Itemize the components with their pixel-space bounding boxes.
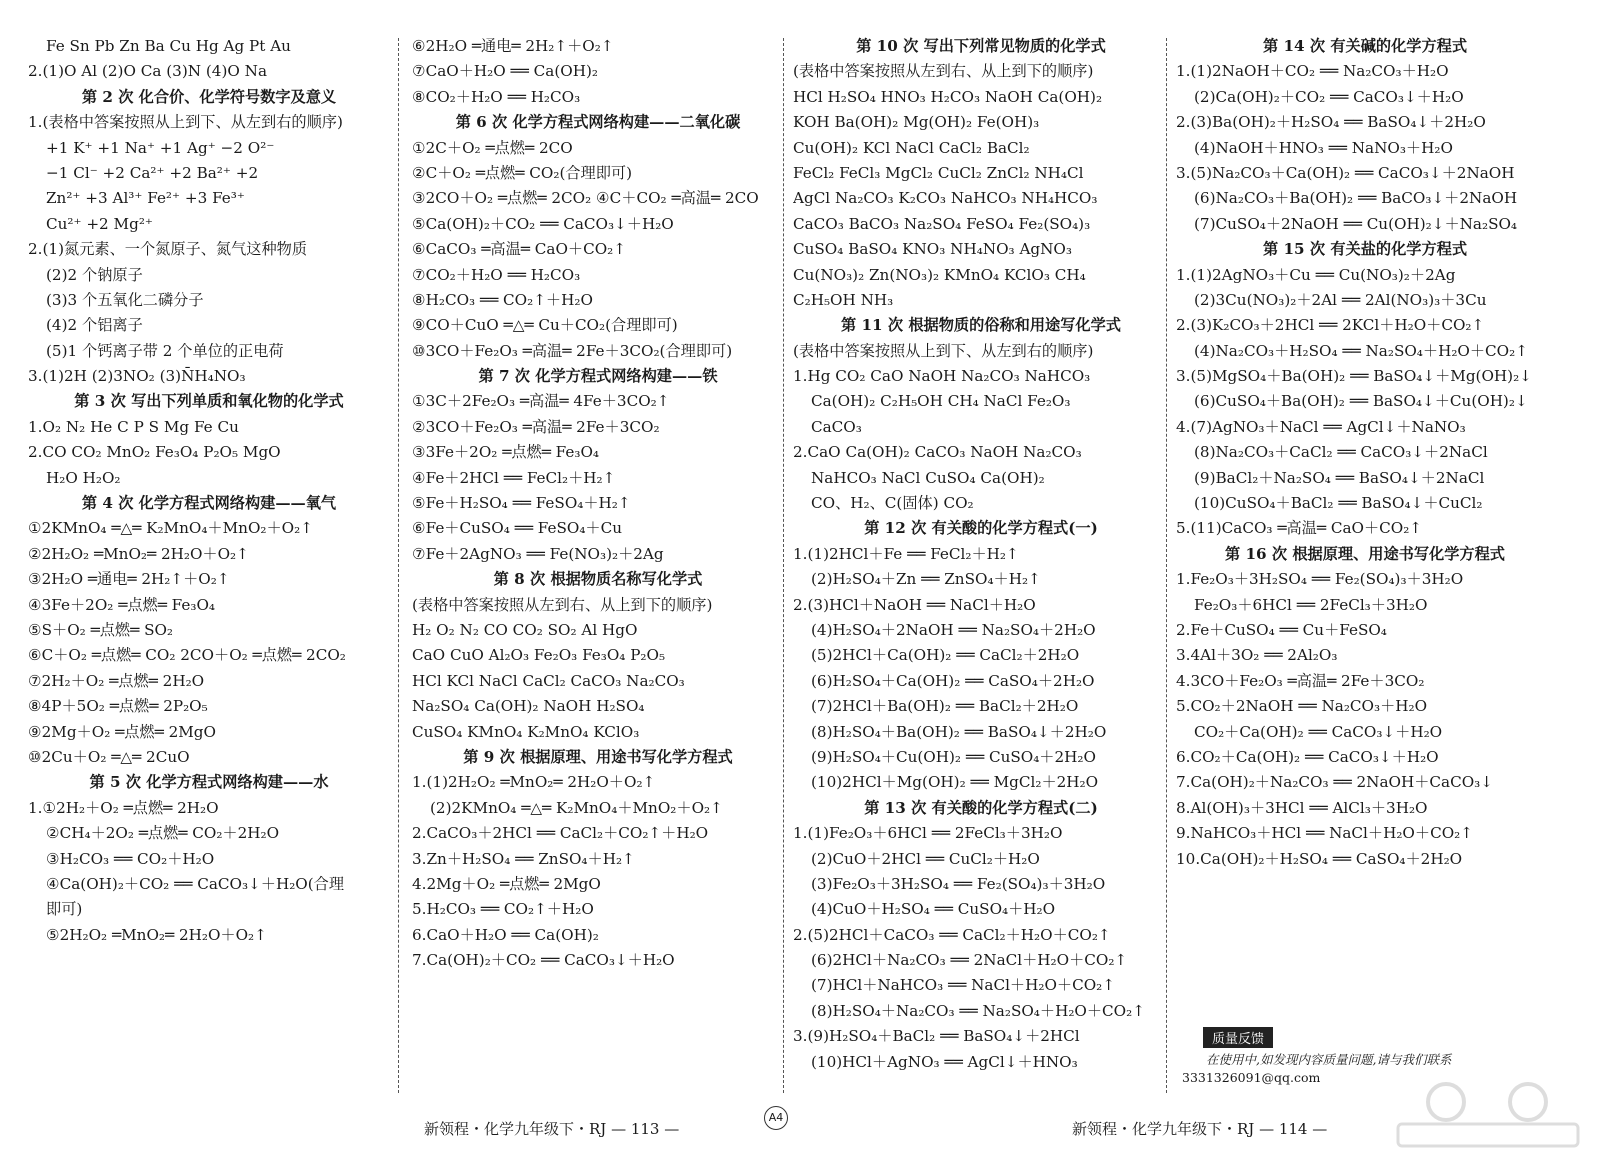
quality-feedback-email: 3331326091@qq.com [1182, 1070, 1321, 1085]
answer-line: (7)CuSO₄＋2NaOH ══ Cu(OH)₂↓＋Na₂SO₄ [1194, 214, 1518, 233]
answer-line: (4)CuO＋H₂SO₄ ══ CuSO₄＋H₂O [811, 900, 1056, 919]
answer-line: Na₂SO₄ Ca(OH)₂ NaOH H₂SO₄ [412, 697, 645, 716]
answer-line: ①3C＋2Fe₂O₃ ═高温═ 4Fe＋3CO₂↑ [412, 392, 670, 411]
answer-line: ②2H₂O₂ ═MnO₂═ 2H₂O＋O₂↑ [28, 544, 249, 563]
answer-line: ①2KMnO₄ ═△═ K₂MnO₄＋MnO₂＋O₂↑ [28, 519, 313, 538]
answer-line: HCl KCl NaCl CaCl₂ CaCO₃ Na₂CO₃ [412, 671, 685, 690]
section-heading: 第 2 次 化合价、化学符号数字及意义 [81, 87, 337, 106]
answer-line: (6)Na₂CO₃＋Ba(OH)₂ ══ BaCO₃↓＋2NaOH [1194, 189, 1518, 208]
answer-line: (2)3Cu(NO₃)₂＋2Al ══ 2Al(NO₃)₃＋3Cu [1194, 290, 1487, 309]
answer-line: ⑦CaO＋H₂O ══ Ca(OH)₂ [412, 62, 598, 81]
answer-line: 2.(1)氮元素、一个氮原子、氮气这种物质 [28, 240, 308, 259]
answer-line: ⑧H₂CO₃ ══ CO₂↑＋H₂O [412, 290, 593, 309]
answer-line: ⑩2Cu＋O₂ ═△═ 2CuO [28, 747, 190, 766]
answer-line: H₂O H₂O₂ [46, 468, 121, 487]
answer-line: 2.(3)Ba(OH)₂＋H₂SO₄ ══ BaSO₄↓＋2H₂O [1176, 113, 1486, 132]
answer-line: 2.(3)HCl＋NaOH ══ NaCl＋H₂O [793, 595, 1036, 614]
answer-line: ⑥2H₂O ═通电═ 2H₂↑＋O₂↑ [412, 37, 614, 55]
answer-line: (2)CuO＋2HCl ══ CuCl₂＋H₂O [811, 849, 1040, 868]
answer-line: 3.(5)Na₂CO₃＋Ca(OH)₂ ══ CaCO₃↓＋2NaOH [1176, 163, 1515, 182]
answer-line: 6.CO₂＋Ca(OH)₂ ══ CaCO₃↓＋H₂O [1176, 747, 1439, 766]
answer-line: AgCl Na₂CO₃ K₂CO₃ NaHCO₃ NH₄HCO₃ [793, 189, 1098, 208]
answer-line: ③H₂CO₃ ══ CO₂＋H₂O [46, 849, 215, 868]
answer-line: (5)1 个钙离子带 2 个单位的正电荷 [46, 341, 284, 360]
answer-line: (9)BaCl₂＋Na₂SO₄ ══ BaSO₄↓＋2NaCl [1194, 468, 1485, 487]
section-heading: 第 8 次 根据物质名称写化学式 [493, 570, 703, 589]
answer-line: 1.(1)Fe₂O₃＋6HCl ══ 2FeCl₃＋3H₂O [793, 824, 1063, 843]
answer-line: Fe Sn Pb Zn Ba Cu Hg Ag Pt Au [46, 37, 291, 55]
answer-line: ④Ca(OH)₂＋CO₂ ══ CaCO₃↓＋H₂O(合理 [46, 874, 345, 893]
answer-line: (7)HCl＋NaHCO₃ ══ NaCl＋H₂O＋CO₂↑ [811, 976, 1115, 995]
answer-line: (7)2HCl＋Ba(OH)₂ ══ BaCl₂＋2H₂O [811, 697, 1079, 716]
answer-line: ④3Fe＋2O₂ ═点燃═ Fe₃O₄ [28, 595, 216, 614]
answer-line: 1.①2H₂＋O₂ ═点燃═ 2H₂O [28, 798, 219, 817]
column-divider [398, 38, 399, 1093]
answer-line: 3.(1)2H (2)3NO₂ (3)N̄H₄NO₃ [28, 367, 246, 386]
answer-line: 2.CaCO₃＋2HCl ══ CaCl₂＋CO₂↑＋H₂O [412, 824, 709, 843]
quality-feedback-text: 在使用中,如发现内容质量问题,请与我们联系 [1206, 1052, 1452, 1067]
answer-line: CO、H₂、C(固体) CO₂ [811, 494, 974, 513]
answer-line: (8)H₂SO₄＋Ba(OH)₂ ══ BaSO₄↓＋2H₂O [811, 722, 1107, 741]
answer-line: 即可) [46, 900, 83, 919]
section-heading: 第 6 次 化学方程式网络构建——二氧化碳 [455, 113, 741, 132]
answer-line: (4)2 个铝离子 [46, 316, 143, 335]
answer-line: ⑤2H₂O₂ ═MnO₂═ 2H₂O＋O₂↑ [46, 925, 267, 944]
answer-line: 5.(11)CaCO₃ ═高温═ CaO＋CO₂↑ [1176, 519, 1423, 538]
answer-line: Cu(NO₃)₂ Zn(NO₃)₂ KMnO₄ KClO₃ CH₄ [793, 265, 1086, 284]
section-heading: 第 3 次 写出下列单质和氧化物的化学式 [74, 392, 344, 411]
answer-line: 1.(表格中答案按照从上到下、从左到右的顺序) [28, 113, 343, 132]
answer-line: 1.Hg CO₂ CaO NaOH Na₂CO₃ NaHCO₃ [793, 367, 1091, 386]
answer-line: ⑤Fe＋H₂SO₄ ══ FeSO₄＋H₂↑ [412, 494, 631, 513]
answer-line: (3)3 个五氧化二磷分子 [46, 290, 204, 309]
answer-line: (2)H₂SO₄＋Zn ══ ZnSO₄＋H₂↑ [811, 570, 1041, 589]
answer-line: 9.NaHCO₃＋HCl ══ NaCl＋H₂O＋CO₂↑ [1176, 824, 1473, 843]
answer-line: FeCl₂ FeCl₃ MgCl₂ CuCl₂ ZnCl₂ NH₄Cl [793, 163, 1084, 182]
answer-line: ⑦CO₂＋H₂O ══ H₂CO₃ [412, 265, 581, 284]
answer-line: (表格中答案按照从左到右、从上到下的顺序) [412, 595, 713, 614]
answer-line: 3.4Al＋3O₂ ══ 2Al₂O₃ [1176, 646, 1338, 665]
answer-line: CaCO₃ [811, 417, 862, 436]
answer-line: (2)2 个钠原子 [46, 265, 143, 284]
answer-line: 6.CaO＋H₂O ══ Ca(OH)₂ [412, 925, 599, 944]
section-heading: 第 12 次 有关酸的化学方程式(一) [864, 519, 1098, 538]
answer-line: ⑥CaCO₃ ═高温═ CaO＋CO₂↑ [412, 240, 626, 259]
answer-line: CaCO₃ BaCO₃ Na₂SO₄ FeSO₄ Fe₂(SO₄)₃ [793, 214, 1091, 233]
answer-line: (2)2KMnO₄ ═△═ K₂MnO₄＋MnO₂＋O₂↑ [430, 798, 723, 817]
answer-line: 5.CO₂＋2NaOH ══ Na₂CO₃＋H₂O [1176, 697, 1428, 716]
answer-line: (10)HCl＋AgNO₃ ══ AgCl↓＋HNO₃ [811, 1052, 1078, 1071]
section-heading: 第 16 次 根据原理、用途书写化学方程式 [1225, 544, 1505, 563]
answer-line: 8.Al(OH)₃＋3HCl ══ AlCl₃＋3H₂O [1176, 798, 1428, 817]
answer-line: ①2C＋O₂ ═点燃═ 2CO [412, 138, 573, 157]
answer-line: +1 K⁺ +1 Na⁺ +1 Ag⁺ −2 O²⁻ [46, 138, 275, 157]
column-divider [783, 38, 784, 1093]
answer-line: 5.H₂CO₃ ══ CO₂↑＋H₂O [412, 900, 594, 919]
answer-line: Fe₂O₃＋6HCl ══ 2FeCl₃＋3H₂O [1194, 595, 1428, 614]
answer-line: ⑦2H₂＋O₂ ═点燃═ 2H₂O [28, 671, 205, 690]
answer-line: (10)CuSO₄＋BaCl₂ ══ BaSO₄↓＋CuCl₂ [1194, 494, 1483, 513]
answer-line: ⑤Ca(OH)₂＋CO₂ ══ CaCO₃↓＋H₂O [412, 214, 674, 233]
answer-line: ⑩3CO＋Fe₂O₃ ═高温═ 2Fe＋3CO₂(合理即可) [412, 341, 733, 360]
answer-line: HCl H₂SO₄ HNO₃ H₂CO₃ NaOH Ca(OH)₂ [793, 87, 1103, 106]
answer-line: CaO CuO Al₂O₃ Fe₂O₃ Fe₃O₄ P₂O₅ [412, 646, 666, 665]
footer-left: 新领程・化学九年级下・RJ — 113 — [424, 1120, 680, 1138]
answer-line: ⑥Fe＋CuSO₄ ══ FeSO₄＋Cu [412, 519, 623, 538]
answer-line: 1.(1)2AgNO₃＋Cu ══ Cu(NO₃)₂＋2Ag [1176, 265, 1456, 284]
section-heading: 第 13 次 有关酸的化学方程式(二) [864, 798, 1098, 817]
answer-line: ②3CO＋Fe₂O₃ ═高温═ 2Fe＋3CO₂ [412, 417, 660, 436]
answer-line: 3.Zn＋H₂SO₄ ══ ZnSO₄＋H₂↑ [412, 849, 635, 868]
answer-line: 3.(5)MgSO₄＋Ba(OH)₂ ══ BaSO₄↓＋Mg(OH)₂↓ [1176, 367, 1532, 386]
section-heading: 第 11 次 根据物质的俗称和用途写化学式 [841, 316, 1121, 335]
section-heading: 第 15 次 有关盐的化学方程式 [1262, 240, 1468, 259]
answer-line: 7.Ca(OH)₂＋Na₂CO₃ ══ 2NaOH＋CaCO₃↓ [1176, 773, 1493, 792]
answer-line: 2.(1)O Al (2)O Ca (3)N (4)O Na [28, 62, 267, 81]
answer-line: (4)H₂SO₄＋2NaOH ══ Na₂SO₄＋2H₂O [811, 620, 1096, 639]
answer-line: (8)Na₂CO₃＋CaCl₂ ══ CaCO₃↓＋2NaCl [1194, 443, 1488, 462]
answer-line: (10)2HCl＋Mg(OH)₂ ══ MgCl₂＋2H₂O [811, 773, 1099, 792]
answer-line: CO₂＋Ca(OH)₂ ══ CaCO₃↓＋H₂O [1194, 722, 1443, 741]
answer-line: 4.2Mg＋O₂ ═点燃═ 2MgO [412, 874, 601, 893]
answer-line: CuSO₄ BaSO₄ KNO₃ NH₄NO₃ AgNO₃ [793, 240, 1072, 259]
section-heading: 第 7 次 化学方程式网络构建——铁 [478, 367, 718, 386]
answer-line: KOH Ba(OH)₂ Mg(OH)₂ Fe(OH)₃ [793, 113, 1040, 132]
answer-line: 1.(1)2NaOH＋CO₂ ══ Na₂CO₃＋H₂O [1176, 62, 1449, 81]
answer-line: 1.Fe₂O₃＋3H₂SO₄ ══ Fe₂(SO₄)₃＋3H₂O [1176, 570, 1464, 589]
answer-line: ②CH₄＋2O₂ ═点燃═ CO₂＋2H₂O [46, 824, 280, 843]
watermark-logo-icon [1388, 1080, 1588, 1150]
answer-line: ③3Fe＋2O₂ ═点燃═ Fe₃O₄ [412, 443, 600, 462]
answer-line: 1.(1)2H₂O₂ ═MnO₂═ 2H₂O＋O₂↑ [412, 773, 656, 792]
answer-line: (6)2HCl＋Na₂CO₃ ══ 2NaCl＋H₂O＋CO₂↑ [811, 951, 1128, 970]
answer-line: C₂H₅OH NH₃ [793, 290, 894, 309]
answer-line: ⑤S＋O₂ ═点燃═ SO₂ [28, 620, 174, 639]
answer-line: ②C＋O₂ ═点燃═ CO₂(合理即可) [412, 163, 633, 182]
answer-line: Zn²⁺ +3 Al³⁺ Fe²⁺ +3 Fe³⁺ [46, 189, 245, 208]
answer-line: (4)Na₂CO₃＋H₂SO₄ ══ Na₂SO₄＋H₂O＋CO₂↑ [1194, 341, 1528, 360]
answer-column-1 [28, 34, 390, 948]
answer-line: H₂ O₂ N₂ CO CO₂ SO₂ Al HgO [412, 620, 638, 639]
answer-line: ⑨CO＋CuO ═△═ Cu＋CO₂(合理即可) [412, 316, 678, 335]
answer-line: ⑦Fe＋2AgNO₃ ══ Fe(NO₃)₂＋2Ag [412, 544, 664, 563]
answer-line: 1.(1)2HCl＋Fe ══ FeCl₂＋H₂↑ [793, 544, 1019, 563]
answer-column-2 [412, 34, 784, 973]
answer-line: (表格中答案按照从上到下、从左到右的顺序) [793, 341, 1094, 360]
section-heading: 第 14 次 有关碱的化学方程式 [1262, 37, 1468, 55]
answer-line: 4.3CO＋Fe₂O₃ ═高温═ 2Fe＋3CO₂ [1176, 671, 1425, 690]
answer-line: (表格中答案按照从左到右、从上到下的顺序) [793, 62, 1094, 81]
answer-line: ④Fe＋2HCl ══ FeCl₂＋H₂↑ [412, 468, 616, 487]
answer-line: 2.Fe＋CuSO₄ ══ Cu＋FeSO₄ [1176, 620, 1387, 639]
answer-line: (6)H₂SO₄＋Ca(OH)₂ ══ CaSO₄＋2H₂O [811, 671, 1095, 690]
answer-column-4 [1176, 34, 1554, 872]
page-mark-icon: A4 [764, 1106, 788, 1130]
answer-line: ⑨2Mg＋O₂ ═点燃═ 2MgO [28, 722, 216, 741]
answer-line: 1.O₂ N₂ He C P S Mg Fe Cu [28, 417, 239, 436]
answer-line: 2.(5)2HCl＋CaCO₃ ══ CaCl₂＋H₂O＋CO₂↑ [793, 925, 1111, 944]
answer-line: ③2H₂O ═通电═ 2H₂↑＋O₂↑ [28, 570, 230, 589]
answer-line: (5)2HCl＋Ca(OH)₂ ══ CaCl₂＋2H₂O [811, 646, 1080, 665]
answer-line: 2.(3)K₂CO₃＋2HCl ══ 2KCl＋H₂O＋CO₂↑ [1176, 316, 1485, 335]
answer-line: (3)Fe₂O₃＋3H₂SO₄ ══ Fe₂(SO₄)₃＋3H₂O [811, 874, 1106, 893]
quality-feedback-badge: 质量反馈 [1203, 1027, 1273, 1048]
answer-line: −1 Cl⁻ +2 Ca²⁺ +2 Ba²⁺ +2 [46, 163, 259, 182]
answer-line: (8)H₂SO₄＋Na₂CO₃ ══ Na₂SO₄＋H₂O＋CO₂↑ [811, 1001, 1145, 1020]
answer-line: (2)Ca(OH)₂＋CO₂ ══ CaCO₃↓＋H₂O [1194, 87, 1464, 106]
answer-column-3 [793, 34, 1169, 1075]
column-divider [1166, 38, 1167, 1093]
answer-line: (4)NaOH＋HNO₃ ══ NaNO₃＋H₂O [1194, 138, 1453, 157]
answer-line: 2.CO CO₂ MnO₂ Fe₃O₄ P₂O₅ MgO [28, 443, 281, 462]
section-heading: 第 4 次 化学方程式网络构建——氧气 [81, 494, 337, 513]
footer-right: 新领程・化学九年级下・RJ — 114 — [1072, 1120, 1328, 1138]
answer-line: 7.Ca(OH)₂＋CO₂ ══ CaCO₃↓＋H₂O [412, 951, 675, 970]
answer-line: 2.CaO Ca(OH)₂ CaCO₃ NaOH Na₂CO₃ [793, 443, 1082, 462]
answer-line: NaHCO₃ NaCl CuSO₄ Ca(OH)₂ [811, 468, 1045, 487]
answer-line: ③2CO＋O₂ ═点燃═ 2CO₂ ④C＋CO₂ ═高温═ 2CO [412, 189, 759, 208]
section-heading: 第 9 次 根据原理、用途书写化学方程式 [463, 747, 733, 766]
answer-line: Cu²⁺ +2 Mg²⁺ [46, 214, 153, 233]
answer-line: ⑧CO₂＋H₂O ══ H₂CO₃ [412, 87, 581, 106]
section-heading: 第 10 次 写出下列常见物质的化学式 [856, 37, 1106, 55]
answer-line: ⑥C＋O₂ ═点燃═ CO₂ 2CO＋O₂ ═点燃═ 2CO₂ [28, 646, 346, 665]
answer-line: 3.(9)H₂SO₄＋BaCl₂ ══ BaSO₄↓＋2HCl [793, 1027, 1080, 1046]
answer-line: (9)H₂SO₄＋Cu(OH)₂ ══ CuSO₄＋2H₂O [811, 747, 1096, 766]
answer-line: 10.Ca(OH)₂＋H₂SO₄ ══ CaSO₄＋2H₂O [1176, 849, 1463, 868]
answer-line: (6)CuSO₄＋Ba(OH)₂ ══ BaSO₄↓＋Cu(OH)₂↓ [1194, 392, 1528, 411]
answer-line: CuSO₄ KMnO₄ K₂MnO₄ KClO₃ [412, 722, 640, 741]
answer-line: Ca(OH)₂ C₂H₅OH CH₄ NaCl Fe₂O₃ [811, 392, 1071, 411]
answer-line: Cu(OH)₂ KCl NaCl CaCl₂ BaCl₂ [793, 138, 1030, 157]
answer-line: ⑧4P＋5O₂ ═点燃═ 2P₂O₅ [28, 697, 208, 716]
answer-line: 4.(7)AgNO₃＋NaCl ══ AgCl↓＋NaNO₃ [1176, 417, 1466, 436]
section-heading: 第 5 次 化学方程式网络构建——水 [89, 773, 329, 792]
